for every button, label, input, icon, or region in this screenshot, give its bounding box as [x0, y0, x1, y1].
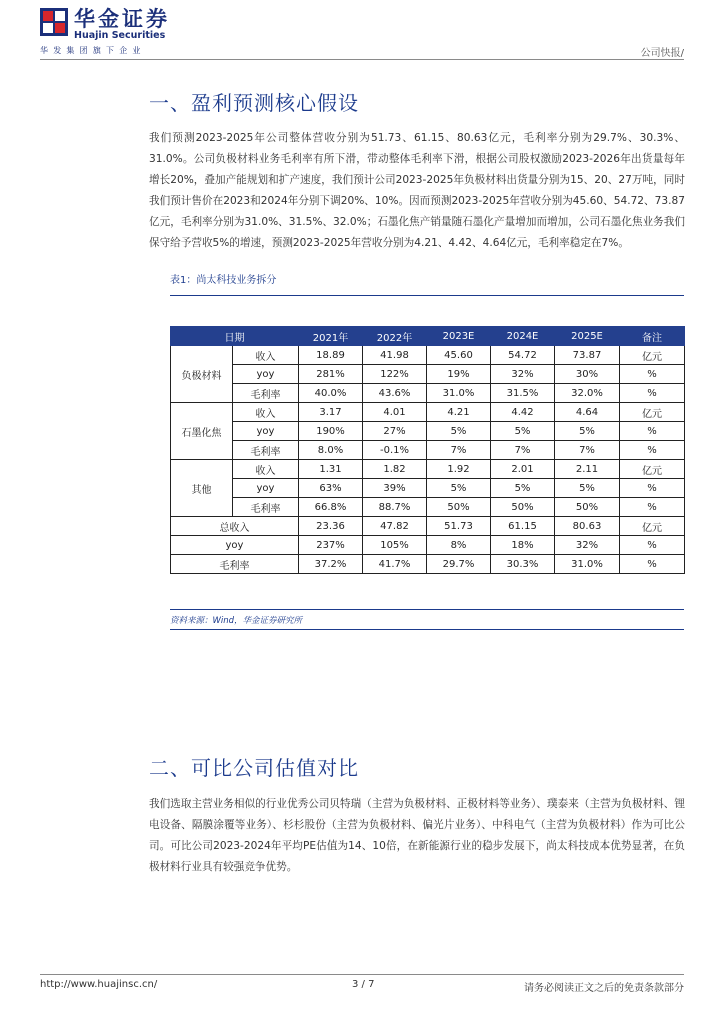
- unit-cell: 亿元: [620, 460, 685, 479]
- business-breakdown-table: [170, 326, 685, 574]
- value-cell: 1.82: [363, 460, 427, 479]
- value-cell: 66.8%: [299, 498, 363, 517]
- table-row: [171, 422, 685, 441]
- metric-cell: yoy: [233, 422, 299, 441]
- header-cell: 2022年: [363, 327, 427, 346]
- table-top-rule: [170, 295, 684, 296]
- value-cell: 29.7%: [427, 555, 491, 574]
- table-row: [171, 403, 685, 422]
- value-cell: 27%: [363, 422, 427, 441]
- metric-cell: yoy: [233, 479, 299, 498]
- table-row: [171, 384, 685, 403]
- table-header-row: [171, 327, 685, 346]
- section-heading-forecast: 一、盈利预测核心假设: [149, 91, 359, 115]
- unit-cell: 亿元: [620, 403, 685, 422]
- value-cell: 4.64: [555, 403, 620, 422]
- document-type: 公司快报/: [640, 48, 684, 59]
- footer-website-link[interactable]: http://www.huajinsc.cn/: [40, 979, 158, 990]
- value-cell: 51.73: [427, 517, 491, 536]
- header-cell: 2023E: [427, 327, 491, 346]
- value-cell: 2.01: [491, 460, 555, 479]
- value-cell: 5%: [427, 479, 491, 498]
- table-row: [171, 479, 685, 498]
- valuation-paragraph: 我们选取主营业务相似的行业优秀公司贝特瑞（主营为负极材料、正极材料等业务）、璞泰来（主营为负极材料、锂电设备、隔膜涂覆等业务）、杉杉股份（主营为负极材料、偏光片业务）、中科电气（主营为负极材料）作为可比公司。可比公司2023-2024年平均PE估值为14、10倍，在新能源行业的稳步发展下，尚太科技成本优势显著，在负极材料行业具有较强竞争优势。: [149, 798, 685, 873]
- unit-cell: %: [620, 555, 685, 574]
- value-cell: 5%: [555, 479, 620, 498]
- value-cell: 7%: [555, 441, 620, 460]
- value-cell: 281%: [299, 365, 363, 384]
- logo-english-name: Huajin Securities: [74, 30, 166, 41]
- value-cell: 63%: [299, 479, 363, 498]
- table-total-row: [171, 536, 685, 555]
- value-cell: 4.21: [427, 403, 491, 422]
- value-cell: 8%: [427, 536, 491, 555]
- unit-cell: %: [620, 479, 685, 498]
- total-label-cell: yoy: [171, 536, 299, 555]
- table-source: 资料来源：Wind，华金证券研究所: [170, 616, 303, 626]
- value-cell: 2.11: [555, 460, 620, 479]
- value-cell: 54.72: [491, 346, 555, 365]
- value-cell: 7%: [491, 441, 555, 460]
- value-cell: 80.63: [555, 517, 620, 536]
- value-cell: 190%: [299, 422, 363, 441]
- value-cell: 39%: [363, 479, 427, 498]
- value-cell: 50%: [555, 498, 620, 517]
- page-number: 3 / 7: [352, 979, 375, 990]
- value-cell: 32%: [555, 536, 620, 555]
- value-cell: 37.2%: [299, 555, 363, 574]
- value-cell: -0.1%: [363, 441, 427, 460]
- value-cell: 5%: [427, 422, 491, 441]
- table-caption: 表1：尚太科技业务拆分: [170, 275, 277, 286]
- section-heading-valuation: 二、可比公司估值对比: [149, 756, 359, 780]
- value-cell: 61.15: [491, 517, 555, 536]
- total-label-cell: 毛利率: [171, 555, 299, 574]
- value-cell: 47.82: [363, 517, 427, 536]
- company-logo-icon: [40, 8, 68, 36]
- metric-cell: 毛利率: [233, 384, 299, 403]
- unit-cell: 亿元: [620, 517, 685, 536]
- value-cell: 18.89: [299, 346, 363, 365]
- unit-cell: %: [620, 536, 685, 555]
- value-cell: 1.31: [299, 460, 363, 479]
- logo-slogan: 华发集团旗下企业: [40, 46, 146, 55]
- header-cell: 2025E: [555, 327, 620, 346]
- footer-divider: [40, 974, 684, 975]
- value-cell: 8.0%: [299, 441, 363, 460]
- total-label-cell: 总收入: [171, 517, 299, 536]
- forecast-paragraph: 我们预测2023-2025年公司整体营收分别为51.73、61.15、80.63亿元，毛利率分别为29.7%、30.3%、31.0%。公司负极材料业务毛利率有所下滑，带动整体毛利率下滑，根据公司股权激励2023-2026年出货量每年增长20%，叠加产能规划和扩产速度，我们预计公司2023-2025年负极材料出货量分别为15、20、27万吨，同时我们预计售价在2023和2024年分别下调20%、10%。因而预测2023-2025年营收分别为45.60、54.72、73.87亿元，毛利率分别为31.0%、31.5%、32.0%；石墨化焦产销量随石墨化产量增加而增加，公司石墨化焦业务我们保守给予营收5%的增速，预测2023-2025年营收分别为4.21、4.42、4.64亿元，毛利率稳定在7%。: [149, 132, 685, 249]
- unit-cell: %: [620, 384, 685, 403]
- logo-chinese-name: 华金证券: [74, 7, 170, 31]
- unit-cell: %: [620, 365, 685, 384]
- value-cell: 5%: [491, 422, 555, 441]
- table-row: [171, 365, 685, 384]
- value-cell: 4.01: [363, 403, 427, 422]
- value-cell: 5%: [555, 422, 620, 441]
- header-cell: 日期: [171, 327, 299, 346]
- table-row: [171, 498, 685, 517]
- value-cell: 31.5%: [491, 384, 555, 403]
- value-cell: 41.98: [363, 346, 427, 365]
- value-cell: 50%: [491, 498, 555, 517]
- header-cell: 2021年: [299, 327, 363, 346]
- table-total-row: [171, 517, 685, 536]
- value-cell: 19%: [427, 365, 491, 384]
- unit-cell: %: [620, 441, 685, 460]
- value-cell: 73.87: [555, 346, 620, 365]
- footer-disclaimer: 请务必阅读正文之后的免责条款部分: [524, 983, 684, 994]
- value-cell: 32.0%: [555, 384, 620, 403]
- table-row: [171, 441, 685, 460]
- metric-cell: 收入: [233, 460, 299, 479]
- value-cell: 122%: [363, 365, 427, 384]
- value-cell: 5%: [491, 479, 555, 498]
- unit-cell: %: [620, 498, 685, 517]
- header-cell: 备注: [620, 327, 685, 346]
- metric-cell: yoy: [233, 365, 299, 384]
- value-cell: 31.0%: [427, 384, 491, 403]
- value-cell: 3.17: [299, 403, 363, 422]
- value-cell: 40.0%: [299, 384, 363, 403]
- unit-cell: 亿元: [620, 346, 685, 365]
- value-cell: 30.3%: [491, 555, 555, 574]
- value-cell: 18%: [491, 536, 555, 555]
- metric-cell: 毛利率: [233, 498, 299, 517]
- segment-name-cell: 石墨化焦: [171, 403, 233, 460]
- value-cell: 50%: [427, 498, 491, 517]
- value-cell: 7%: [427, 441, 491, 460]
- metric-cell: 毛利率: [233, 441, 299, 460]
- value-cell: 237%: [299, 536, 363, 555]
- value-cell: 4.42: [491, 403, 555, 422]
- unit-cell: %: [620, 422, 685, 441]
- value-cell: 31.0%: [555, 555, 620, 574]
- value-cell: 105%: [363, 536, 427, 555]
- header-cell: 2024E: [491, 327, 555, 346]
- value-cell: 45.60: [427, 346, 491, 365]
- table-bottom-rule: [170, 609, 684, 610]
- segment-name-cell: 负极材料: [171, 346, 233, 403]
- table-row: [171, 346, 685, 365]
- table-row: [171, 460, 685, 479]
- metric-cell: 收入: [233, 346, 299, 365]
- segment-name-cell: 其他: [171, 460, 233, 517]
- value-cell: 1.92: [427, 460, 491, 479]
- metric-cell: 收入: [233, 403, 299, 422]
- value-cell: 43.6%: [363, 384, 427, 403]
- value-cell: 30%: [555, 365, 620, 384]
- header-divider: [40, 59, 684, 60]
- value-cell: 41.7%: [363, 555, 427, 574]
- table-total-row: [171, 555, 685, 574]
- value-cell: 32%: [491, 365, 555, 384]
- value-cell: 88.7%: [363, 498, 427, 517]
- value-cell: 23.36: [299, 517, 363, 536]
- source-bottom-rule: [170, 629, 684, 630]
